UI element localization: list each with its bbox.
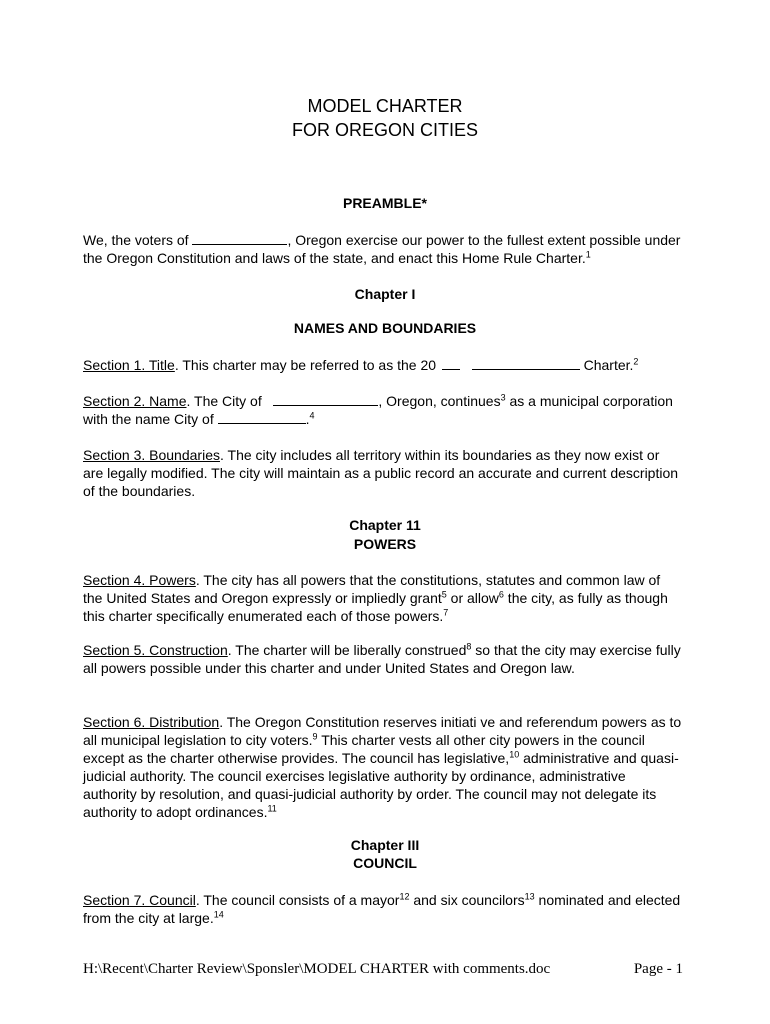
footer-page-number: Page - 1 <box>633 961 683 977</box>
section7-title: Section 7. Council <box>83 892 196 908</box>
preamble-heading: PREAMBLE* <box>342 195 427 211</box>
document-title-line1: MODEL CHARTER <box>307 96 463 116</box>
chapter2-label: Chapter 11 <box>349 517 421 533</box>
section3-title: Section 3. Boundaries <box>83 447 220 463</box>
chapter3-label: Chapter III <box>350 837 420 853</box>
section6-paragraph: Section 6. Distribution. The Oregon Constitution reserves initiati ve and referendum powers as to all municipal legislation to city voters.$^9$ This charter vests all other city powers in the council except as the charter otherwise provides. The council has legislative,$^{10}$ administrative and quasi-judicial authority. The council exercises legislative authority by ordinance, administrative authority by resolution, and quasi-judicial authority by order. The council may not delegate its authority to adopt ordinances.$^{11}$ <box>83 714 682 820</box>
section4-paragraph: Section 4. Powers. The city has all powers that the constitutions, statutes and common law of the United States and Oregon expressly or impliedly grant$^5$ or allow$^6$ the city, as fully as though this charter specifically enumerated each of those powers.$^7$ <box>83 572 668 624</box>
chapter2-heading: POWERS <box>353 536 417 552</box>
chapter3-heading: COUNCIL <box>353 855 417 871</box>
section7-paragraph: Section 7. Council. The council consists of a mayor$^{12}$ and six councilors$^{13}$ nominated and elected from the city at large.$^{14}$ <box>83 891 681 926</box>
section6-title: Section 6. Distribution <box>83 714 220 730</box>
document-title-line2: FOR OREGON CITIES <box>291 120 478 140</box>
section5-paragraph: Section 5. Construction. The charter will be liberally construed$^8$ so that the city may exercise fully all powers possible under this charter and under United States and Oregon law. <box>83 641 681 676</box>
section2-title: Section 2. Name <box>83 393 187 409</box>
chapter1-heading: NAMES AND BOUNDARIES <box>293 320 477 336</box>
section5-title: Section 5. Construction <box>83 642 228 658</box>
section1-paragraph: Section 1. Title. This charter may be referred to as the 20 Charter.$^2$ <box>83 356 639 373</box>
section3-paragraph: Section 3. Boundaries. The city includes all territory within its boundaries as they now exist or are legally modified. The city will maintain as a public record an accurate and current description of the boundaries. <box>83 447 679 499</box>
section4-title: Section 4. Powers <box>83 572 196 588</box>
section2-paragraph: Section 2. Name. The City of , Oregon, continues$^3$ as a municipal corporation with the name City of .$^4$ <box>83 392 673 427</box>
section1-title: Section 1. Title <box>83 357 175 373</box>
preamble-paragraph: We, the voters of , Oregon exercise our power to the fullest extent possible under the Oregon Constitution and laws of the state, and enact this Home Rule Charter.$^1$ <box>83 232 681 266</box>
chapter1-label: Chapter I <box>354 286 416 302</box>
footer-file-path: H:\Recent\Charter Review\Sponsler\MODEL CHARTER with comments.doc <box>83 961 551 977</box>
